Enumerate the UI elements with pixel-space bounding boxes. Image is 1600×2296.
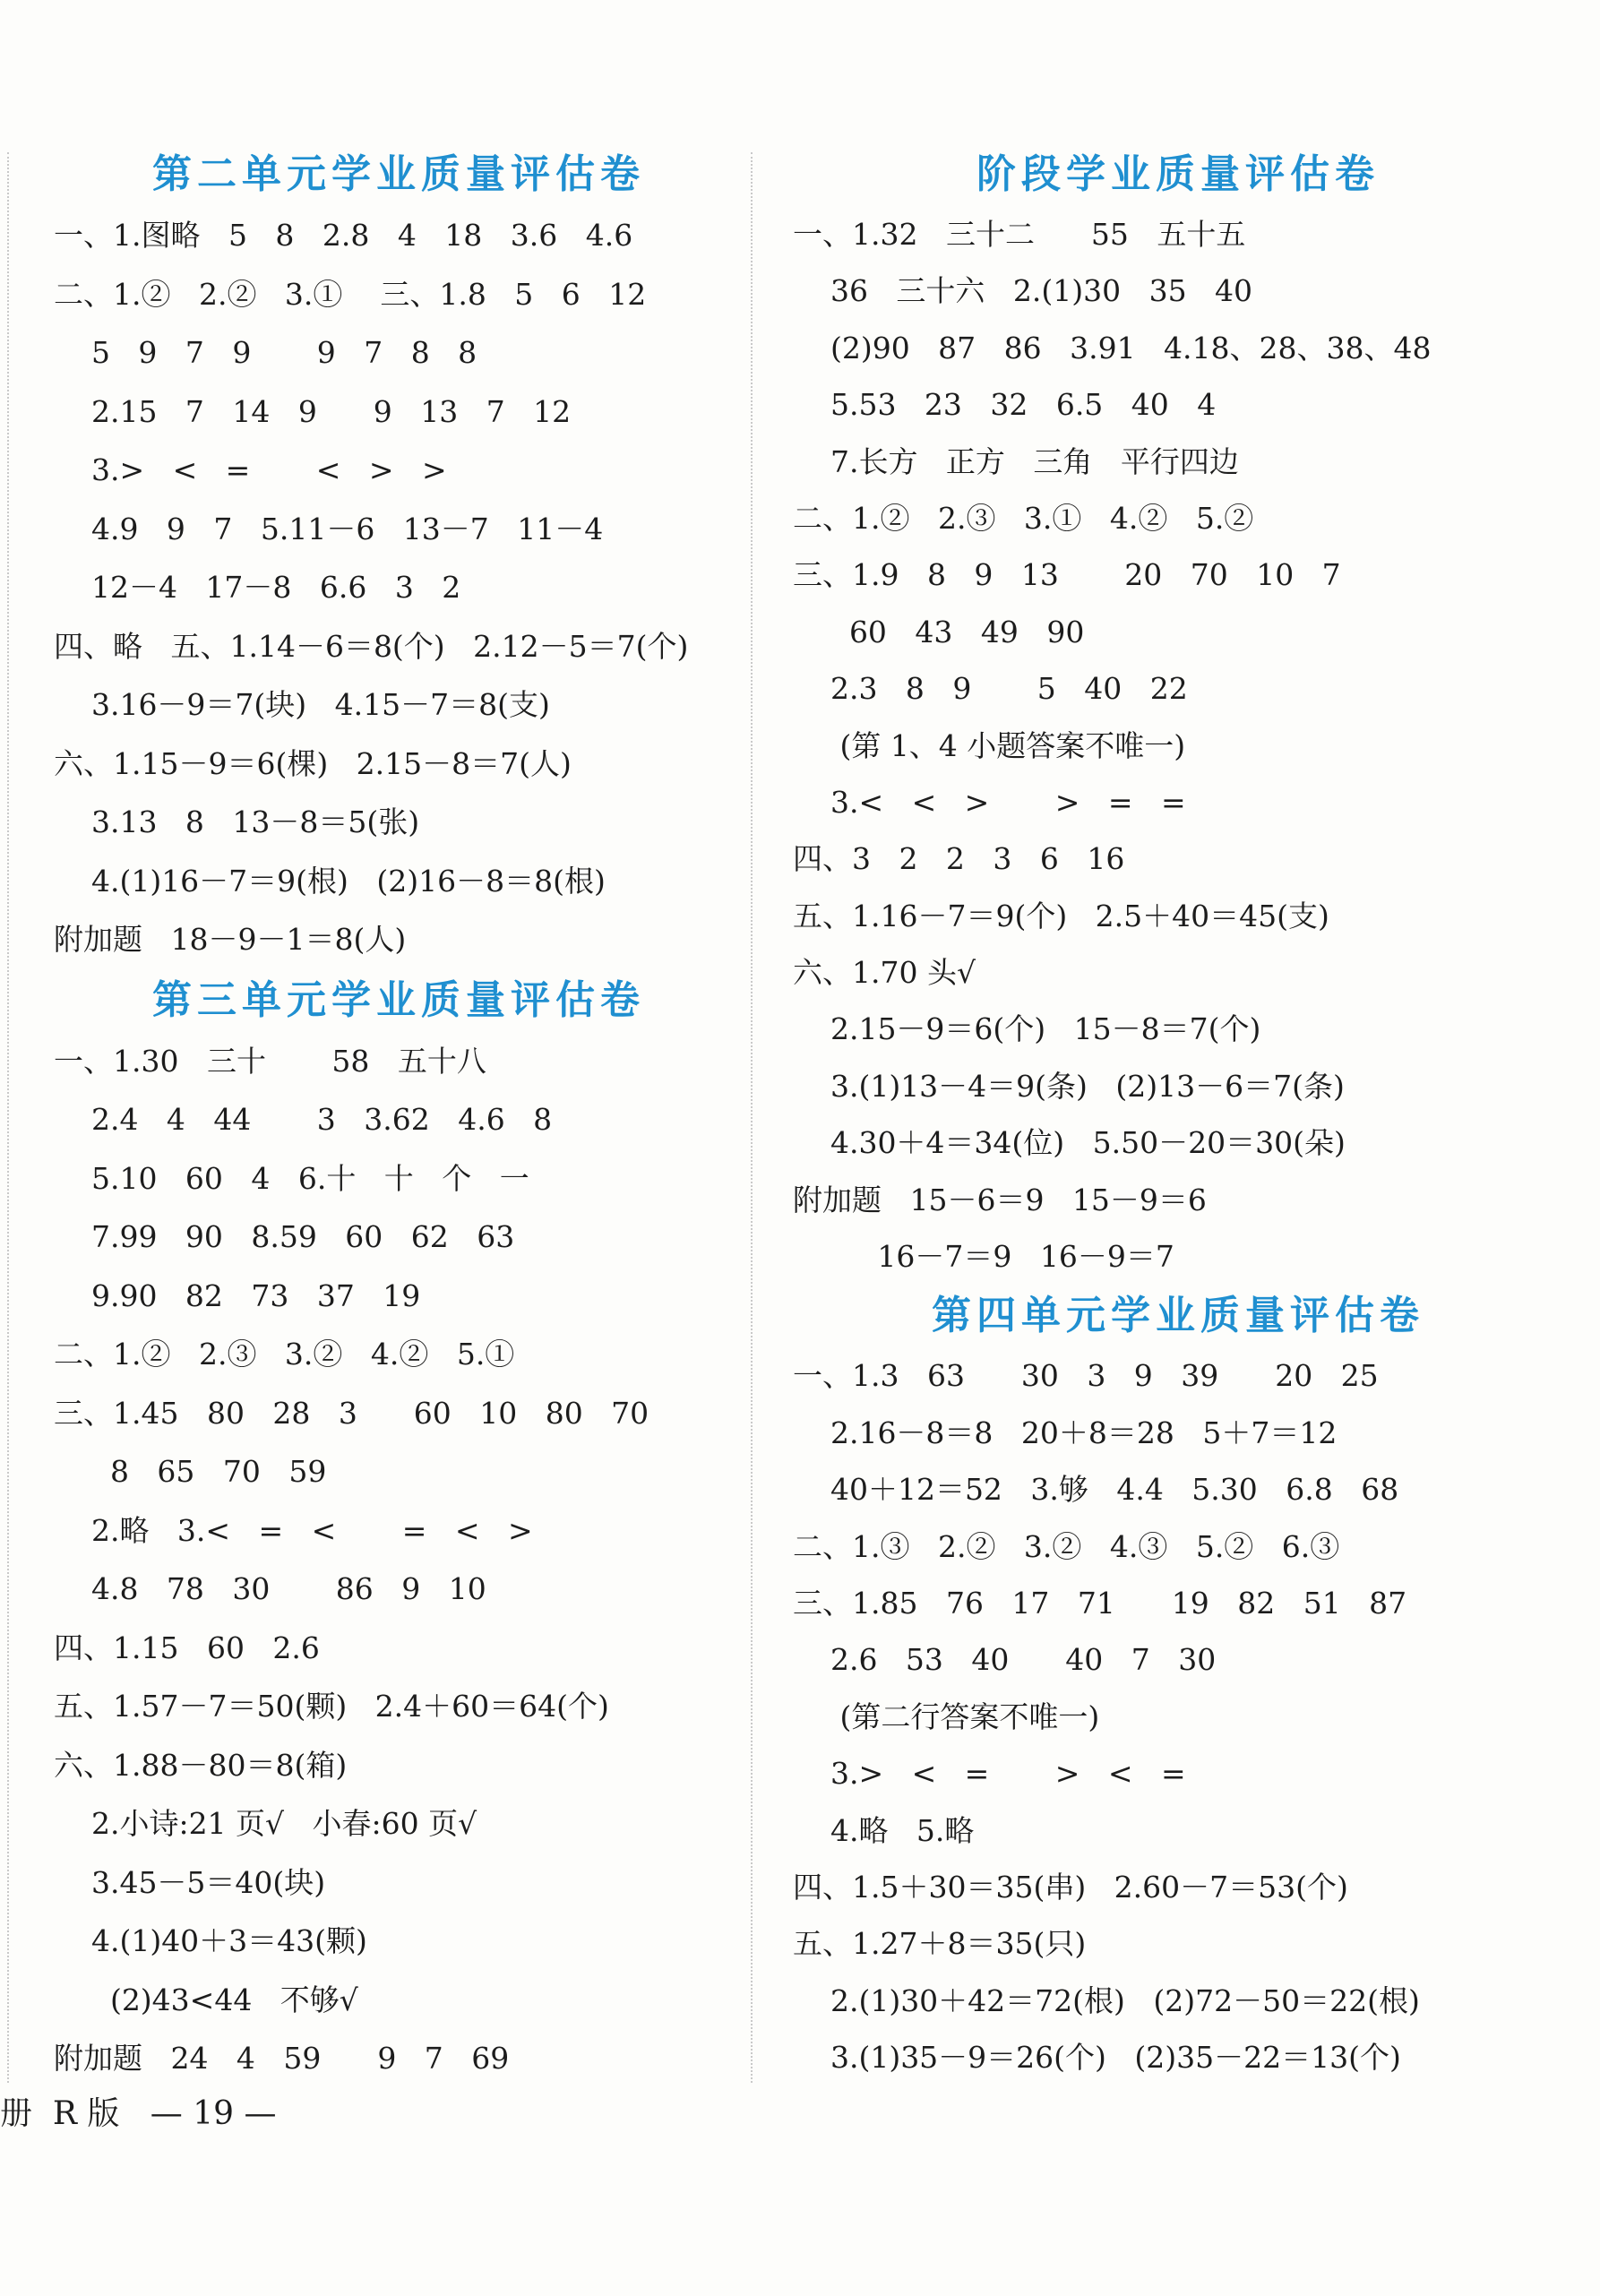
answer-line: 一、1.图略 5 8 2.8 4 18 3.6 4.6 xyxy=(54,218,633,253)
answer-line: 3.(1)13－4＝9(条) (2)13－6＝7(条) xyxy=(793,1068,1345,1104)
answer-line: 五、1.16－7＝9(个) 2.5＋40＝45(支) xyxy=(793,898,1329,933)
answer-line: 2.(1)30＋42＝72(根) (2)72－50＝22(根) xyxy=(793,1982,1420,2018)
answer-line: 4.(1)40＋3＝43(颗) xyxy=(54,1923,367,1958)
answer-line: 3.< < > > = = xyxy=(793,784,1186,820)
answer-line: 四、3 2 2 3 6 16 xyxy=(793,841,1125,877)
answer-line: 二、1.② 2.③ 3.① 4.② 5.② xyxy=(793,500,1254,536)
answer-line: 36 三十六 2.(1)30 35 40 xyxy=(793,273,1253,309)
answer-line: 二、1.③ 2.② 3.② 4.③ 5.② 6.③ xyxy=(793,1528,1340,1564)
answer-line: 4.30＋4＝34(位) 5.50－20＝30(朵) xyxy=(793,1125,1346,1161)
section-title: 阶段学业质量评估卷 xyxy=(976,151,1380,197)
answer-line: 3.(1)35－9＝26(个) (2)35－22＝13(个) xyxy=(793,2040,1401,2076)
right-column xyxy=(793,143,1563,2086)
answer-line: 2.6 53 40 40 7 30 xyxy=(793,1642,1217,1678)
answer-line: 12－4 17－8 6.6 3 2 xyxy=(54,570,461,605)
answer-line: 五、1.57－7＝50(颗) 2.4＋60＝64(个) xyxy=(54,1689,609,1724)
section-title: 第四单元学业质量评估卷 xyxy=(932,1293,1424,1339)
answer-line: 5 9 7 9 9 7 8 8 xyxy=(54,335,477,370)
answer-line: 2.15 7 14 9 9 13 7 12 xyxy=(54,393,572,429)
answer-line: 六、1.70 头√ xyxy=(793,955,976,991)
section-title: 第三单元学业质量评估卷 xyxy=(152,976,645,1023)
answer-line: 附加题 24 4 59 9 7 69 xyxy=(54,2041,510,2076)
section-title: 第二单元学业质量评估卷 xyxy=(152,151,645,197)
answer-line: 3.13 8 13－8＝5(张) xyxy=(54,804,420,839)
answer-line: 4.略 5.略 xyxy=(793,1812,975,1848)
answer-line: 16－7＝9 16－9＝7 xyxy=(793,1239,1174,1275)
answer-line: 4.9 9 7 5.11－6 13－7 11－4 xyxy=(54,511,604,546)
answer-line: 8 65 70 59 xyxy=(54,1454,327,1489)
answer-line: 附加题 15－6＝9 15－9＝6 xyxy=(793,1182,1207,1217)
answer-line: 三、1.45 80 28 3 60 10 80 70 xyxy=(54,1395,649,1431)
answer-line: 5.53 23 32 6.5 40 4 xyxy=(793,387,1217,423)
answer-line: 五、1.27＋8＝35(只) xyxy=(793,1926,1087,1962)
page-footer: 册 R 版 — 19 — xyxy=(0,2095,277,2132)
answer-line: (2)43<44 不够√ xyxy=(54,1982,358,2017)
left-column xyxy=(54,143,744,2088)
answer-line: 2.3 8 9 5 40 22 xyxy=(793,671,1188,707)
answer-line: 二、1.② 2.② 3.① 三、1.8 5 6 12 xyxy=(54,276,647,312)
answer-line: 四、1.15 60 2.6 xyxy=(54,1630,320,1665)
column-divider xyxy=(751,152,753,2083)
answer-line: 二、1.② 2.③ 3.② 4.② 5.① xyxy=(54,1337,515,1372)
answer-line: 3.> < = < > > xyxy=(54,452,447,487)
answer-line: 四、1.5＋30＝35(串) 2.60－7＝53(个) xyxy=(793,1869,1348,1905)
answer-line: 2.略 3.< = < = < > xyxy=(54,1512,533,1548)
answer-line: 六、1.88－80＝8(箱) xyxy=(54,1747,348,1783)
answer-line: (2)90 87 86 3.91 4.18、28、38、48 xyxy=(793,330,1432,365)
answer-line: 3.> < = > < = xyxy=(793,1756,1186,1792)
answer-line: 60 43 49 90 xyxy=(793,614,1085,649)
answer-line: 3.45－5＝40(块) xyxy=(54,1864,326,1900)
page-edge-divider xyxy=(7,152,9,2083)
answer-line: 一、1.3 63 30 3 9 39 20 25 xyxy=(793,1358,1379,1394)
answer-line: 40＋12＝52 3.够 4.4 5.30 6.8 68 xyxy=(793,1472,1399,1508)
answer-line: 三、1.85 76 17 71 19 82 51 87 xyxy=(793,1585,1407,1621)
answer-line: (第 1、4 小题答案不唯一) xyxy=(793,727,1186,763)
answer-line: 四、略 五、1.14－6＝8(个) 2.12－5＝7(个) xyxy=(54,628,689,664)
answer-line: 9.90 82 73 37 19 xyxy=(54,1277,421,1313)
answer-line: 附加题 18－9－1＝8(人) xyxy=(54,922,407,957)
answer-line: 4.8 78 30 86 9 10 xyxy=(54,1571,486,1606)
answer-line: 2.15－9＝6(个) 15－8＝7(个) xyxy=(793,1011,1261,1047)
answer-line: 2.16－8＝8 20＋8＝28 5＋7＝12 xyxy=(793,1415,1338,1450)
answer-line: 4.(1)16－7＝9(根) (2)16－8＝8(根) xyxy=(54,863,606,899)
answer-line: (第二行答案不唯一) xyxy=(793,1698,1100,1734)
answer-line: 三、1.9 8 9 13 20 70 10 7 xyxy=(793,557,1341,593)
answer-line: 7.99 90 8.59 60 62 63 xyxy=(54,1219,515,1254)
answer-line: 2.小诗:21 页√ 小春:60 页√ xyxy=(54,1806,477,1841)
answer-line: 一、1.30 三十 58 五十八 xyxy=(54,1043,486,1079)
answer-line: 3.16－9＝7(块) 4.15－7＝8(支) xyxy=(54,687,550,722)
answer-line: 2.4 4 44 3 3.62 4.6 8 xyxy=(54,1102,553,1137)
answer-line: 7.长方 正方 三角 平行四边 xyxy=(793,443,1239,479)
answer-line: 一、1.32 三十二 55 五十五 xyxy=(793,217,1246,252)
answer-line: 5.10 60 4 6.十 十 个 一 xyxy=(54,1160,529,1196)
answer-line: 六、1.15－9＝6(棵) 2.15－8＝7(人) xyxy=(54,745,572,781)
